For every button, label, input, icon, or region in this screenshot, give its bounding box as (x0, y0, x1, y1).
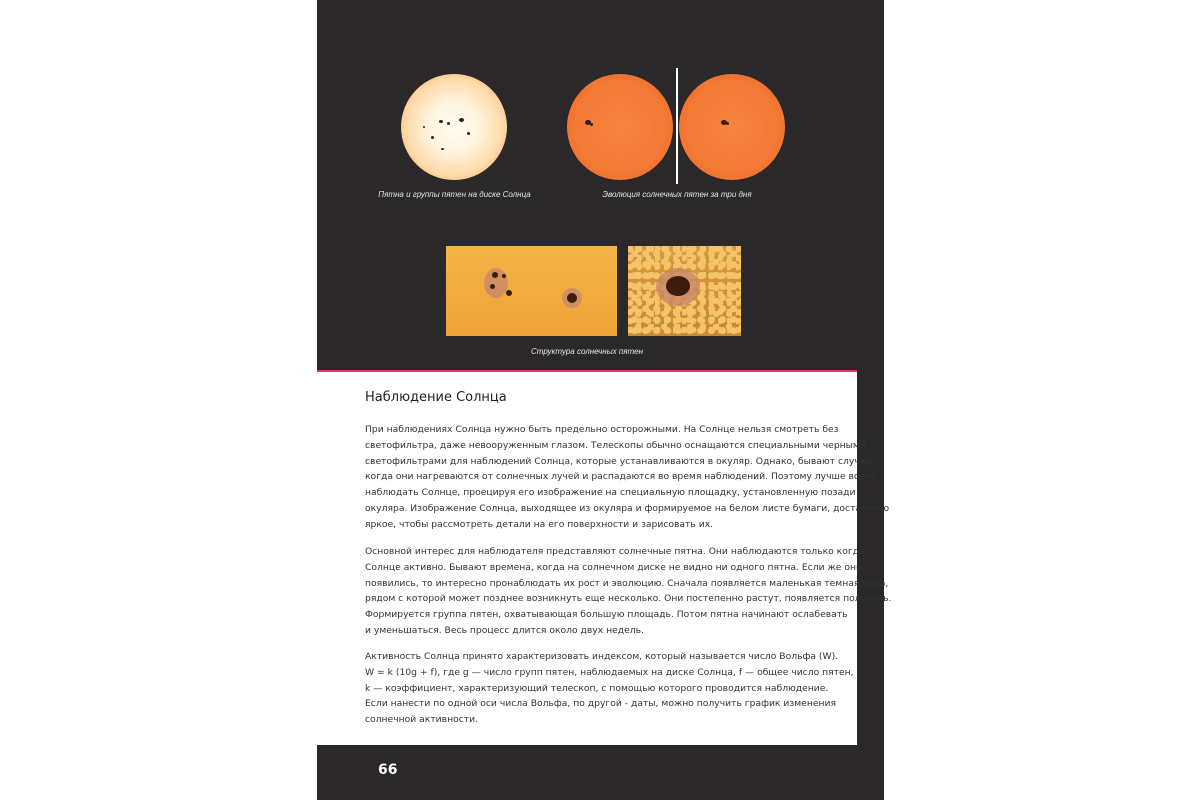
paragraph-line: Основной интерес для наблюдателя представляют солнечные пятна. Они наблюдаются только когда (365, 546, 865, 557)
paragraph-line: Формируется группа пятен, охватывающая большую площадь. Потом пятна начинают ослабевать (365, 609, 848, 621)
paragraph-line: и уменьшаться. Весь процесс длится около двух недель. (365, 624, 644, 636)
sun-disk-photo-spots (401, 74, 507, 180)
book-page (317, 0, 892, 800)
paragraph-line: когда они нагреваются от солнечных лучей и распадаются во время наблюдений. Поэтому лучше всего (365, 471, 876, 483)
paragraph-line: наблюдать Солнце, проецируя его изображение на специальную площадку, установленную позади (365, 487, 856, 499)
paragraph-line: солнечной активности. (365, 714, 478, 726)
paragraph-line: Солнце активно. Бывают времена, когда на солнечном диске не видно ни одного пятна. Если же они (365, 561, 862, 573)
sun-disk-photo-day1 (567, 74, 673, 180)
paragraph-line: появились, то интересно пронаблюдать их рост и эволюцию. Сначала появляется маленькая темная пора, (365, 577, 889, 589)
paragraph-line: Активность Солнца принято характеризовать индексом, который называется число Вольфа (W). (365, 651, 839, 662)
sun-disk-photo-day3 (679, 74, 785, 180)
page-number: 66 (378, 762, 398, 778)
caption-evolution: Эволюция солнечных пятен за три дня (602, 190, 752, 199)
paragraph-line: окуляра. Изображение Солнца, выходящее из окуляра и формируемое на белом листе бумаги, достаточно (365, 502, 890, 514)
paragraph-line: Если нанести по одной оси числа Вольфа, по другой - даты, можно получить график изменения (365, 698, 836, 710)
paragraph-safety (365, 422, 890, 533)
paragraph-line: При наблюдениях Солнца нужно быть предельно осторожными. На Солнце нельзя смотреть без (365, 424, 839, 435)
paragraph-line: светофильтра, даже невооруженным глазом. Телескопы обычно оснащаются специальными черными (365, 439, 866, 451)
photo-divider (676, 68, 678, 184)
paragraph-line: W = k (10g + f), где g — число групп пятен, наблюдаемых на диске Солнца, f — общее число пятен, (365, 666, 854, 678)
section-title: Наблюдение Солнца (365, 390, 507, 405)
caption-structure: Структура солнечных пятен (530, 347, 644, 356)
paragraph-line: рядом с которой может позднее возникнуть еще несколько. Они постепенно растут, появляется полутень. (365, 593, 892, 605)
paragraph-wolf-number (365, 649, 854, 728)
paragraph-line: светофильтрами для наблюдений Солнца, которые устанавливаются в окуляр. Однако, бывают случаи, (365, 455, 875, 467)
paragraph-line: k — коэффициент, характеризующий телескоп, с помощью которого проводится наблюдение. (365, 682, 829, 694)
paragraph-sunspots (365, 544, 892, 639)
text-panel (317, 372, 892, 745)
sunspot-structure-photo-closeup (628, 246, 741, 336)
sunspot-structure-photo-wide (446, 246, 617, 336)
caption-spots-on-disk: Пятна и группы пятен на диске Солнца (378, 190, 531, 199)
paragraph-line: яркое, чтобы рассмотреть детали на его поверхности и зарисовать их. (365, 518, 714, 530)
